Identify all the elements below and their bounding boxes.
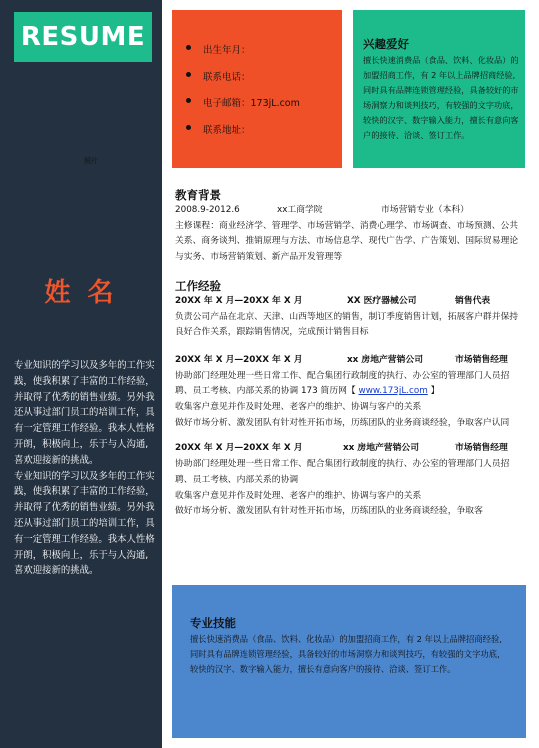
self-summary-paragraph: 专业知识的学习以及多年的工作实践，使我积累了丰富的工作经验，并取得了优秀的销售业绩。另外我还从事过部门员工的培训工作，具有一定管理工作经验。我本人性格开朗，积极向上，乐于与人沟通,喜欢迎接新的挑战。 <box>14 470 155 577</box>
job-position: 销售代表 <box>455 295 491 306</box>
job-position: 市场销售经理 <box>455 443 508 454</box>
job-period: 20XX 年 X 月—20XX 年 X 月 <box>175 354 303 365</box>
job-position: 市场销售经理 <box>455 354 508 365</box>
education-row <box>175 203 525 219</box>
main-content <box>175 187 525 520</box>
bullet-icon <box>186 45 191 50</box>
job-company: xx 房地产营销公司 <box>343 443 419 454</box>
job-company: XX 医疗器械公司 <box>347 295 417 306</box>
email-label: 电子邮箱：173jL.com <box>203 98 300 109</box>
hobby-box <box>353 10 525 168</box>
skills-title: 专业技能 <box>190 616 236 630</box>
list-item <box>186 95 300 122</box>
photo-placeholder-label: 照片 <box>84 157 98 165</box>
address-label: 联系地址： <box>203 124 251 136</box>
job-description-text: 协助部门经理处理一些日常工作、配合集团行政制度的执行、办公室的管理部门人员招聘、员工考核、内部关系的协调 173 简历网【 <box>175 370 510 397</box>
birth-date-label: 出生年月： <box>203 45 251 56</box>
job-description: 收集客户意见并作及时处理、老客户的维护、协调与客户的关系 <box>175 402 422 413</box>
skills-text: 擅长快速消费品（食品、饮料、化妆品）的加盟招商工作，有 2 年以上品牌招商经验,同时具有品牌连锁管理经验，具备较好的市场洞察力和谈判技巧，有较强的文字功底，较快的汉字、数字输入能力，擅长有意向客户的接待、洽谈、签订工作。 <box>190 634 506 675</box>
sidebar <box>0 0 162 748</box>
bracket-close: 】 <box>430 386 440 397</box>
phone-label: 联系电话： <box>203 71 251 83</box>
education-major: 市场营销专业（本科） <box>381 205 469 215</box>
job-company: xx 房地产营销公司 <box>347 354 423 365</box>
job-period: 20XX 年 X 月—20XX 年 X 月 <box>175 295 303 306</box>
bullet-icon <box>186 72 191 77</box>
education-title: 教育背景 <box>175 188 221 202</box>
education-period: 2008.9-2012.6 <box>175 205 240 215</box>
list-item <box>186 122 300 149</box>
job-period: 20XX 年 X 月—20XX 年 X 月 <box>175 443 303 454</box>
job-description: 协助部门经理处理一些日常工作、配合集团行政制度的执行、办公室的管理部门人员招聘、员工考核、内部关系的协调 <box>175 459 510 485</box>
self-summary <box>14 358 157 579</box>
education-courses: 主修课程：商业经济学、管理学、市场营销学、消费心理学、市场调查、市场预测、公共关系、商务谈判、推销原理与方法、市场信息学、现代广告学、广告策划、国际贸易理论与实务、市场营销策划、新产品开发管理等 <box>175 220 519 263</box>
hobby-text: 擅长快速消费品（食品、饮料、化妆品）的加盟招商工作，有 2 年以上品牌招商经验,同时具有品牌连锁管理经验，具备较好的市场洞察力和谈判技巧，有较强的文字功底，较快的汉字、数字输入能力，擅长有意向客户的接待、洽谈、签订工作。 <box>363 55 519 140</box>
bullet-icon <box>186 125 191 130</box>
job-header <box>175 294 525 310</box>
job-description: 收集客户意见并作及时处理、老客户的维护、协调与客户的关系 <box>175 490 422 501</box>
list-item <box>186 69 300 96</box>
personal-info-list <box>186 42 300 148</box>
work-title: 工作经验 <box>175 278 221 293</box>
job-header <box>175 441 525 457</box>
hobby-title: 兴趣爱好 <box>363 37 409 51</box>
skills-box <box>172 585 526 738</box>
job-header <box>175 353 525 369</box>
job-description <box>175 369 525 400</box>
education-school: xx工商学院 <box>277 205 323 215</box>
personal-info-box <box>172 10 342 168</box>
job-description: 负责公司产品在北京、天津、山西等地区的销售，制订季度销售计划，拓展客户群并保持良好合作关系，跟踪销售情况，完成预计销售目标 <box>175 311 519 338</box>
job-description: 做好市场分析、激发团队有针对性开拓市场，历练团队的业务商谈经验，争取客 <box>175 506 483 517</box>
resume-badge: RESUME <box>14 12 152 62</box>
job-description: 做好市场分析、激发团队有针对性开拓市场，历练团队的业务商谈经验，争取客户认同 <box>175 417 510 428</box>
name-heading: 姓 名 <box>44 278 118 308</box>
self-summary-paragraph: 专业知识的学习以及多年的工作实践，使我积累了丰富的工作经验，并取得了优秀的销售业绩。另外我还从事过部门员工的培训工作，具有一定管理工作经验。我本人性格开朗，积极向上，乐于与人沟通,喜欢迎接新的挑战。 <box>14 360 155 466</box>
website-link[interactable]: www.173jL.com <box>358 386 428 397</box>
bullet-icon <box>186 98 191 103</box>
list-item <box>186 42 300 69</box>
